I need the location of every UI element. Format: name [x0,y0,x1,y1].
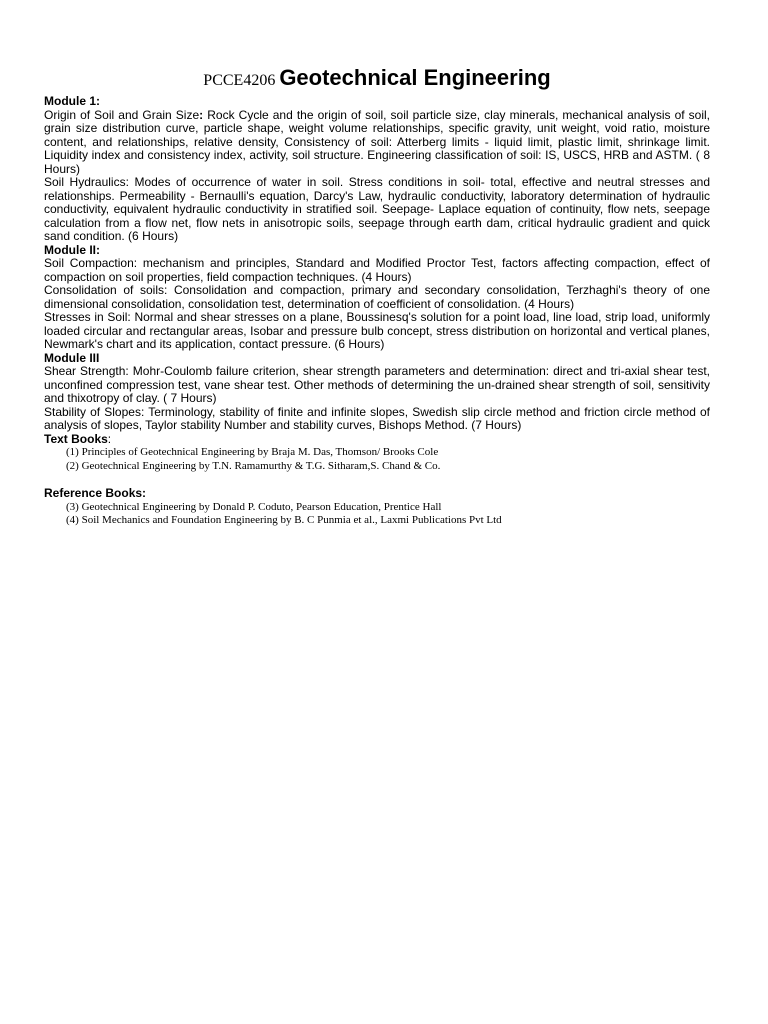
module-3-paragraph-1: Shear Strength: Mohr-Coulomb failure criterion, shear strength parameters and determination: direct and tri-axial shear test, unconfined compression test, vane shear test. Other methods of determining the un-drained shear strength of soil, sensitivity and thixotropy of clay. ( 7 Hours) [44,364,710,405]
text-books-heading-colon: : [107,431,112,446]
module-2-paragraph-1: Soil Compaction: mechanism and principles, Standard and Modified Proctor Test, factors affecting compaction, effect of compaction on soil properties, field compaction techniques. (4 Hours) [44,256,710,284]
module-3-section [44,352,710,433]
module-2-paragraph-2: Consolidation of soils: Consolidation and compaction, primary and secondary consolidation, Terzhaghi's theory of one dimensional consolidation, consolidation test, determination of coefficient of consolidation. (4 Hours) [44,283,710,311]
module-1-paragraph-2: Soil Hydraulics: Modes of occurrence of water in soil. Stress conditions in soil- total, effective and neutral stresses and relationships. Permeability - Bernaulli's equation, Darcy's Law, hydraulic conductivity, laboratory determination of hydraulic conductivity, equivalent hydraulic conductivity in stratified soil. Seepage- Laplace equation of continuity, flow nets, seepage calculation from a flow net, flow nets in anisotropic soils, seepage through earth dam, critical hydraulic gradient and quick sand condition. (6 Hours) [44,175,710,243]
module-3-heading: Module III [44,350,100,365]
course-title: Geotechnical Engineering [279,65,551,90]
module-1-heading: Module 1: [44,94,100,108]
list-item: (4) Soil Mechanics and Foundation Engineering by B. C Punmia et al., Laxmi Publications Pvt Ltd [66,514,502,526]
module-3-paragraph-2: Stability of Slopes: Terminology, stability of finite and infinite slopes, Swedish slip circle method and friction circle method of analysis of slopes, Taylor stability Number and stability curves, Bishops Method. (7 Hours) [44,404,710,432]
module-1-section [44,95,710,244]
module-2-paragraph-3: Stresses in Soil: Normal and shear stresses on a plane, Boussinesq's solution for a point load, line load, strip load, uniformly loaded circular and rectangular areas, Isobar and pressure bulb concept, stress distribution on horizontal and vertical planes, Newmark's chart and its application, contact pressure. (6 Hours) [44,310,710,351]
text-books-list [44,446,710,473]
module-1-topic-text: Rock Cycle and the origin of soil, soil particle size, clay minerals, mechanical analysis of soil, grain size distribution curve, particle shape, weight volume relationships, specific gravity, unit weight, void ratio, moisture content, and relationships, relative density, Consistency of soil: Atterberg limits - liquid limit, plastic limit, shrinkage limit. Liquidity index and consistency index, activity, soil structure. Engineering classification of soil: IS, USCS, HRB and ASTM. ( 8 Hours) [44,107,711,176]
page-title [44,64,710,95]
module-1-topic-colon: : [199,107,204,122]
list-item: (2) Geotechnical Engineering by T.N. Ramamurthy & T.G. Sitharam,S. Chand & Co. [66,459,441,472]
syllabus-page [44,64,710,528]
list-item: (3) Geotechnical Engineering by Donald P. Coduto, Pearson Education, Prentice Hall [66,500,442,513]
list-item: (1) Principles of Geotechnical Engineering by Braja M. Das, Thomson/ Brooks Cole [66,446,439,458]
module-2-section [44,244,710,352]
module-2-heading: Module II: [44,242,100,257]
module-1-paragraph-1 [44,109,710,177]
section-gap [44,473,710,487]
text-books-section [44,433,710,447]
reference-books-list [44,501,710,528]
text-books-heading [44,433,710,447]
reference-books-heading: Reference Books: [44,486,147,500]
reference-books-section [44,487,710,501]
text-books-heading-label: Text Books [44,431,108,446]
module-1-topic-lead: Origin of Soil and Grain Size [44,107,200,122]
course-code: PCCE4206 [203,72,276,89]
